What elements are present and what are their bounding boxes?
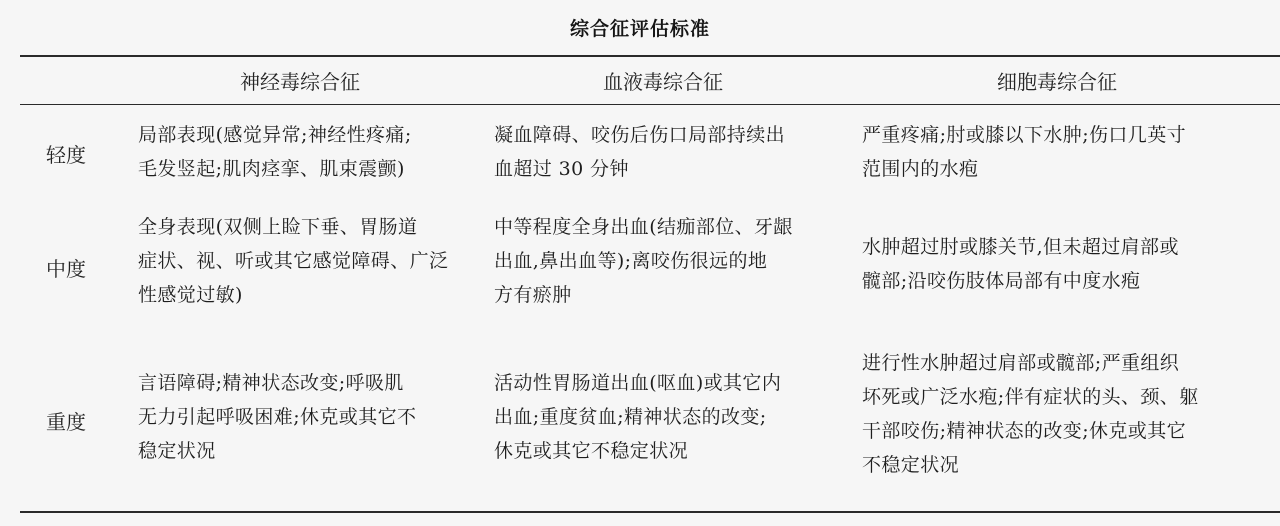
text-line: 进行性水肿超过肩部或髋部;严重组织 bbox=[862, 352, 1180, 374]
text-line: 休克或其它不稳定状况 bbox=[494, 440, 689, 462]
moderate-hemo-cell bbox=[494, 210, 844, 312]
header-hemotoxic: 血液毒综合征 bbox=[603, 70, 723, 94]
header-cytotoxic: 细胞毒综合征 bbox=[997, 70, 1117, 94]
header-neurotoxic: 神经毒综合征 bbox=[240, 70, 360, 94]
text-line: 血超过 30 分钟 bbox=[494, 158, 629, 180]
text-line: 毛发竖起;肌肉痉挛、肌束震颤) bbox=[138, 158, 405, 180]
severe-hemo-cell bbox=[494, 366, 844, 468]
text-line: 凝血障碍、咬伤后伤口局部持续出 bbox=[494, 124, 786, 146]
severe-neuro-cell bbox=[138, 366, 478, 468]
text-line: 范围内的水疱 bbox=[862, 158, 979, 180]
severity-moderate: 中度 bbox=[46, 257, 86, 281]
text-line: 坏死或广泛水疱;伴有症状的头、颈、躯 bbox=[862, 386, 1199, 408]
table-title: 综合征评估标准 bbox=[569, 18, 710, 40]
text-line: 严重疼痛;肘或膝以下水肿;伤口几英寸 bbox=[862, 124, 1187, 146]
text-line: 髋部;沿咬伤肢体局部有中度水疱 bbox=[862, 270, 1141, 292]
text-line: 出血,鼻出血等);离咬伤很远的地 bbox=[494, 250, 768, 272]
mild-hemo-cell bbox=[494, 118, 844, 186]
mild-cyto-cell bbox=[862, 118, 1272, 186]
text-line: 中等程度全身出血(结痂部位、牙龈 bbox=[494, 216, 793, 238]
text-line: 不稳定状况 bbox=[862, 454, 960, 476]
severity-severe: 重度 bbox=[46, 410, 86, 434]
moderate-neuro-cell bbox=[138, 210, 478, 312]
text-line: 水肿超过肘或膝关节,但未超过肩部或 bbox=[862, 236, 1179, 258]
text-line: 言语障碍;精神状态改变;呼吸肌 bbox=[138, 372, 404, 394]
text-line: 活动性胃肠道出血(呕血)或其它内 bbox=[494, 372, 782, 394]
text-line: 局部表现(感觉异常;神经性疼痛; bbox=[138, 124, 412, 146]
severe-cyto-cell bbox=[862, 346, 1272, 482]
text-line: 无力引起呼吸困难;休克或其它不 bbox=[138, 406, 417, 428]
header-rule bbox=[20, 104, 1280, 105]
text-line: 性感觉过敏) bbox=[138, 284, 243, 306]
mild-neuro-cell bbox=[138, 118, 478, 186]
bottom-rule bbox=[20, 511, 1280, 513]
text-line: 症状、视、听或其它感觉障碍、广泛 bbox=[138, 250, 449, 272]
text-line: 方有瘀肿 bbox=[494, 284, 572, 306]
text-line: 干部咬伤;精神状态的改变;休克或其它 bbox=[862, 420, 1187, 442]
text-line: 全身表现(双侧上睑下垂、胃肠道 bbox=[138, 216, 418, 238]
severity-mild: 轻度 bbox=[46, 143, 86, 167]
moderate-cyto-cell bbox=[862, 230, 1272, 298]
text-line: 稳定状况 bbox=[138, 440, 216, 462]
text-line: 出血;重度贫血;精神状态的改变; bbox=[494, 406, 767, 428]
